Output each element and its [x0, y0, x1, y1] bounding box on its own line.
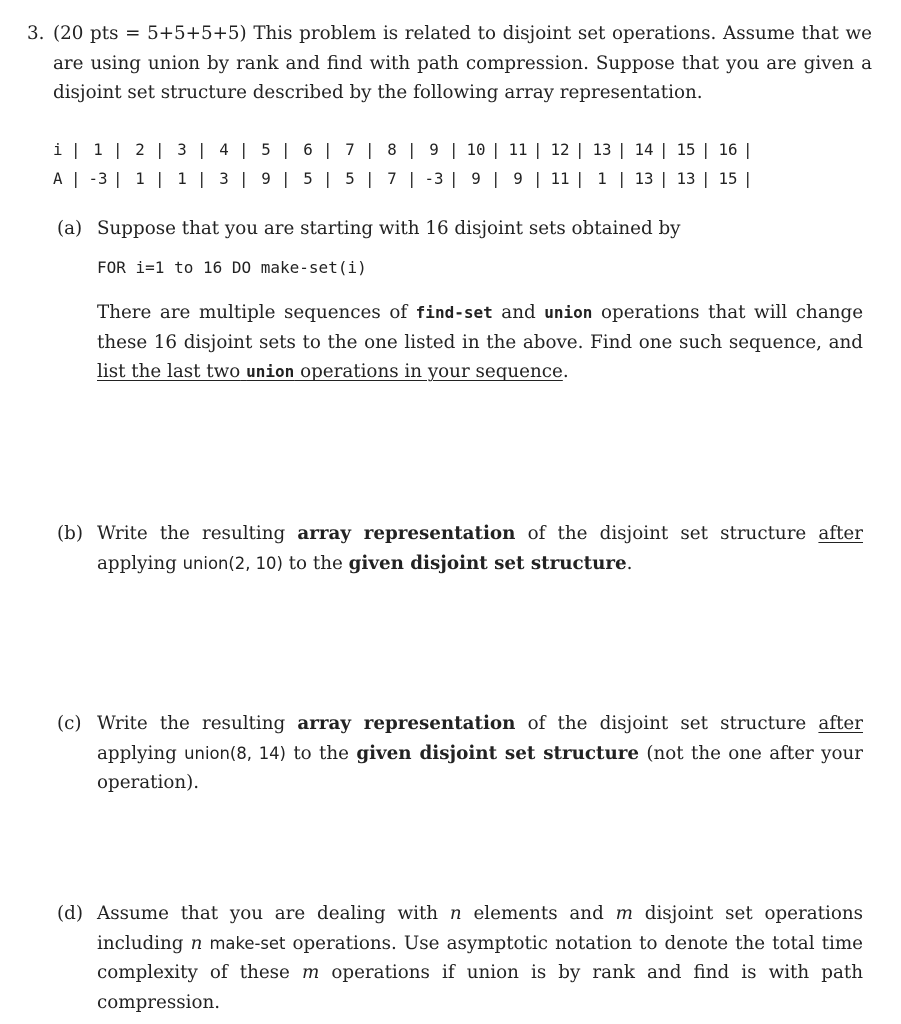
union-keyword: union — [544, 303, 593, 322]
index-row: i | 1 | 2 | 3 | 4 | 5 | 6 | 7 | 8 | 9 | 10 | 11 | 12 | 13 | 14 | 15 | 16 | — [53, 135, 755, 164]
part-a — [57, 214, 863, 244]
union-call: union(8, 14) — [184, 743, 286, 763]
index-row-label: i — [53, 140, 63, 159]
union-call: union(2, 10) — [182, 553, 283, 573]
part-c-label: (c) — [57, 713, 82, 734]
part-c-text: Write the resulting array representation of the disjoint set structure after applying union(8, 14) to the given disjoint set structure (not the one after your operation). — [97, 713, 863, 794]
parent-cell: 13 — [676, 169, 696, 188]
problem-intro — [27, 19, 872, 108]
index-cell: 15 — [676, 140, 696, 159]
index-cell: 2 — [135, 140, 145, 159]
parent-cell: 9 — [513, 169, 523, 188]
parent-cell: 1 — [597, 169, 607, 188]
index-cell: 16 — [718, 140, 738, 159]
part-d-text: Assume that you are dealing with n elements and m disjoint set operations including n make-set operations. Use asymptotic notation to denote the total time complexity of these m operations if union is by rank and find is with path compression. — [97, 903, 863, 1014]
part-a-text: Suppose that you are starting with 16 disjoint sets obtained by — [97, 218, 681, 239]
make-set-keyword: make-set — [209, 933, 286, 953]
index-cell: 10 — [466, 140, 486, 159]
find-set-keyword: find-set — [415, 303, 493, 322]
make-set-loop-code: FOR i=1 to 16 DO make-set(i) — [97, 258, 367, 277]
index-cell: 4 — [219, 140, 229, 159]
index-cell: 8 — [387, 140, 397, 159]
parent-row-label: A — [53, 169, 63, 188]
index-cell: 11 — [508, 140, 528, 159]
parent-row: A | -3 | 1 | 1 | 3 | 9 | 5 | 5 | 7 | -3 | 9 | 9 | 11 | 1 | 13 | 13 | 15 | — [53, 164, 755, 193]
part-a-label: (a) — [57, 218, 83, 239]
array-representation-table — [53, 135, 755, 193]
index-cell: 6 — [303, 140, 313, 159]
part-b-label: (b) — [57, 523, 83, 544]
part-b-text: Write the resulting array representation of the disjoint set structure after applying union(2, 10) to the given disjoint set structure. — [97, 523, 863, 574]
index-cell: 12 — [550, 140, 570, 159]
parent-cell: 9 — [471, 169, 481, 188]
index-cell: 5 — [261, 140, 271, 159]
part-d-label: (d) — [57, 903, 83, 924]
part-d — [57, 899, 863, 1018]
index-cell: 1 — [93, 140, 103, 159]
part-c — [57, 709, 863, 798]
parent-cell: 13 — [634, 169, 654, 188]
index-cell: 7 — [345, 140, 355, 159]
parent-cell: 1 — [177, 169, 187, 188]
parent-cell: 5 — [303, 169, 313, 188]
parent-cell: -3 — [424, 169, 444, 188]
parent-cell: 7 — [387, 169, 397, 188]
parent-cell: 15 — [718, 169, 738, 188]
problem-number: 3. — [27, 23, 45, 44]
index-cell: 14 — [634, 140, 654, 159]
part-b — [57, 519, 863, 578]
problem-statement: (20 pts = 5+5+5+5) This problem is related to disjoint set operations. Assume that we are using union by rank and find with path compression. Suppose that you are given a disjoint set structure described by the following array representation. — [53, 23, 872, 104]
part-a-question: There are multiple sequences of find-set and union operations that will change these 16 disjoint sets to the one listed in the above. Find one such sequence, and list the last two union operations in your sequence. — [97, 302, 864, 383]
parent-cell: 3 — [219, 169, 229, 188]
index-cell: 3 — [177, 140, 187, 159]
underlined-instruction: list the last two union operations in your sequence — [97, 361, 563, 383]
parent-cell: 9 — [261, 169, 271, 188]
index-cell: 9 — [429, 140, 439, 159]
parent-cell: 1 — [135, 169, 145, 188]
parent-cell: 5 — [345, 169, 355, 188]
parent-cell: -3 — [88, 169, 108, 188]
parent-cell: 11 — [550, 169, 570, 188]
index-cell: 13 — [592, 140, 612, 159]
